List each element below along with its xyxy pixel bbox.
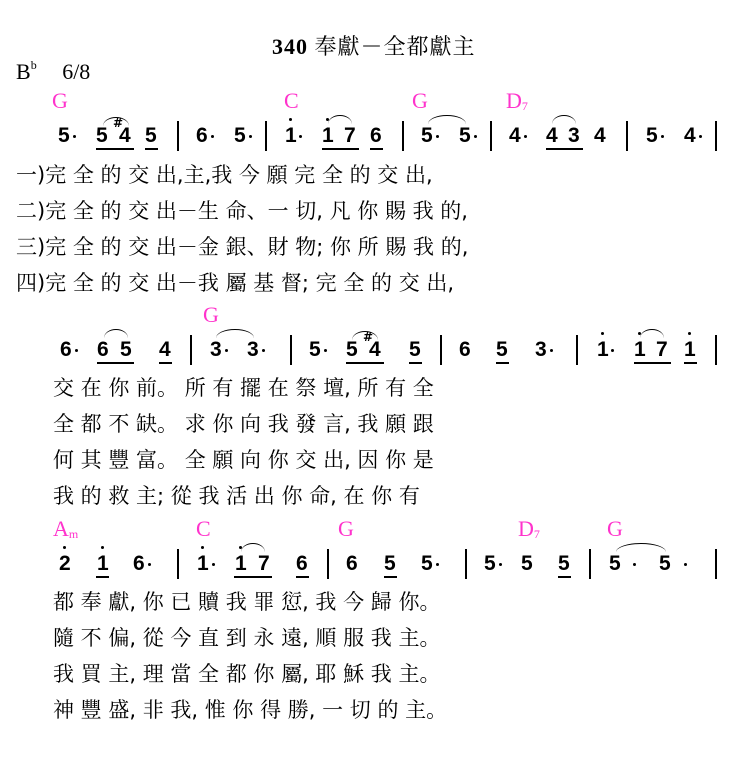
octave-dot <box>201 546 204 549</box>
note: 5 <box>421 124 433 147</box>
bar-line <box>715 549 717 579</box>
chord-symbol: $A_m$ <box>53 516 79 541</box>
bar-line <box>190 335 192 365</box>
duration-dot <box>611 349 614 352</box>
note: 2 <box>59 552 71 575</box>
note: 1 <box>597 338 609 361</box>
octave-dot <box>63 546 66 549</box>
slur <box>103 117 129 126</box>
lyric-line-verse-1: 都 奉 獻, 你 已 贖 我 罪 愆, 我 今 歸 你。 <box>53 590 441 614</box>
lyric-line-verse-3: 三)完 全 的 交 出－金 銀、財 物; 你 所 賜 我 的, <box>16 235 469 259</box>
chord-symbol: $D_7$ <box>518 516 540 541</box>
note: 5 <box>145 124 157 147</box>
beam-underline <box>322 148 359 150</box>
beam-underline <box>370 148 383 150</box>
bar-line <box>715 335 717 365</box>
note: 5 <box>521 552 533 575</box>
bar-line <box>589 549 591 579</box>
duration-dot <box>148 563 151 566</box>
octave-dot <box>289 118 292 121</box>
beam-underline <box>97 362 134 364</box>
note: 5 <box>421 552 433 575</box>
lyric-line-verse-3: 何 其 豐 富。 全 願 向 你 交 出, 因 你 是 <box>53 448 434 472</box>
note: 4 <box>546 124 558 147</box>
note: 1 <box>684 338 696 361</box>
key-accidental: b <box>30 58 37 72</box>
chord-symbol: G <box>203 302 219 327</box>
slur <box>241 543 265 552</box>
note: 4 <box>684 124 696 147</box>
chord-symbol: $D_7$ <box>506 88 528 113</box>
note: 1 <box>634 338 646 361</box>
lyric-line-verse-4: 神 豐 盛, 非 我, 惟 你 得 勝, 一 切 的 主。 <box>53 698 448 722</box>
duration-dot <box>633 563 636 566</box>
lyric-line-verse-2: 隨 不 偏, 從 今 直 到 永 遠, 順 服 我 主。 <box>53 626 441 650</box>
bar-line <box>177 549 179 579</box>
duration-dot <box>684 563 687 566</box>
beam-underline <box>346 362 384 364</box>
note: 4 <box>594 124 606 147</box>
duration-dot <box>73 135 76 138</box>
duration-dot <box>436 135 439 138</box>
lyric-line-verse-4: 我 的 救 主; 從 我 活 出 你 命, 在 你 有 <box>53 484 420 508</box>
beam-underline <box>684 362 697 364</box>
note: 6 <box>370 124 382 147</box>
tie <box>216 329 254 338</box>
lyric-line-verse-4: 四)完 全 的 交 出－我 屬 基 督; 完 全 的 交 出, <box>16 271 455 295</box>
note: 6 <box>97 338 109 361</box>
beam-underline <box>234 576 272 578</box>
tie <box>616 543 666 552</box>
note: 5 <box>484 552 496 575</box>
sharp-sign: # <box>113 116 124 130</box>
lyric-line-verse-1: 一)完 全 的 交 出,主,我 今 願 完 全 的 交 出, <box>16 163 433 187</box>
note: 6 <box>133 552 145 575</box>
beam-underline <box>496 362 509 364</box>
hymn-name: 奉獻－全都獻主 <box>314 35 476 60</box>
key-letter: B <box>16 59 31 84</box>
slur <box>352 331 378 340</box>
duration-dot <box>249 135 252 138</box>
beam-underline <box>546 148 583 150</box>
bar-line <box>626 121 628 151</box>
beam-underline <box>159 362 172 364</box>
note: 6 <box>60 338 72 361</box>
note: 5 <box>558 552 570 575</box>
bar-line <box>440 335 442 365</box>
lyric-line-verse-2: 全 都 不 缺。 求 你 向 我 發 言, 我 願 跟 <box>53 412 434 436</box>
duration-dot <box>212 563 215 566</box>
note: 6 <box>196 124 208 147</box>
note: 3 <box>568 124 580 147</box>
note: 3 <box>210 338 222 361</box>
note: 5 <box>659 552 671 575</box>
beam-underline <box>558 576 571 578</box>
note: 4 <box>369 338 381 361</box>
sharp-sign: # <box>363 330 374 344</box>
lyric-line-verse-3: 我 買 主, 理 當 全 都 你 屬, 耶 穌 我 主。 <box>53 662 441 686</box>
beam-underline <box>96 576 109 578</box>
key-signature <box>16 58 90 85</box>
note: 6 <box>346 552 358 575</box>
bar-line <box>715 121 717 151</box>
bar-line <box>327 549 329 579</box>
duration-dot <box>524 135 527 138</box>
note: 6 <box>459 338 471 361</box>
note: 5 <box>346 338 358 361</box>
bar-line <box>402 121 404 151</box>
note: 5 <box>459 124 471 147</box>
chord-symbol: C <box>196 516 211 541</box>
chord-symbol: G <box>607 516 623 541</box>
beam-underline <box>145 148 158 150</box>
tie <box>428 115 466 124</box>
hymn-title <box>272 30 476 61</box>
note: 6 <box>296 552 308 575</box>
slur <box>552 115 576 124</box>
duration-dot <box>211 135 214 138</box>
duration-dot <box>262 349 265 352</box>
duration-dot <box>499 563 502 566</box>
octave-dot <box>688 332 691 335</box>
beam-underline <box>96 148 134 150</box>
note: 7 <box>656 338 668 361</box>
bar-line <box>490 121 492 151</box>
slur <box>640 329 664 338</box>
beam-underline <box>634 362 671 364</box>
beam-underline <box>384 576 397 578</box>
beam-underline <box>296 576 309 578</box>
slur <box>104 329 128 338</box>
note: 5 <box>609 552 621 575</box>
hymn-number: 340 <box>272 34 308 59</box>
note: 5 <box>309 338 321 361</box>
note: 4 <box>509 124 521 147</box>
note: 1 <box>285 124 297 147</box>
octave-dot <box>601 332 604 335</box>
note: 5 <box>496 338 508 361</box>
note: 4 <box>159 338 171 361</box>
note: 1 <box>322 124 334 147</box>
lyric-line-verse-2: 二)完 全 的 交 出－生 命、一 切, 凡 你 賜 我 的, <box>16 199 468 223</box>
slur <box>328 115 352 124</box>
note: 4 <box>119 124 131 147</box>
note: 7 <box>258 552 270 575</box>
note: 5 <box>120 338 132 361</box>
note: 5 <box>409 338 421 361</box>
duration-dot <box>75 349 78 352</box>
note: 3 <box>535 338 547 361</box>
note: 5 <box>646 124 658 147</box>
chord-symbol: C <box>284 88 299 113</box>
lyric-line-verse-1: 交 在 你 前。 所 有 擺 在 祭 壇, 所 有 全 <box>53 376 434 400</box>
note: 1 <box>197 552 209 575</box>
duration-dot <box>699 135 702 138</box>
note: 1 <box>235 552 247 575</box>
note: 1 <box>97 552 109 575</box>
note: 5 <box>96 124 108 147</box>
bar-line <box>177 121 179 151</box>
note: 5 <box>58 124 70 147</box>
chord-symbol: G <box>52 88 68 113</box>
duration-dot <box>474 135 477 138</box>
beam-underline <box>409 362 422 364</box>
time-signature: 6/8 <box>62 59 91 84</box>
duration-dot <box>324 349 327 352</box>
octave-dot <box>101 546 104 549</box>
bar-line <box>576 335 578 365</box>
bar-line <box>290 335 292 365</box>
note: 3 <box>247 338 259 361</box>
bar-line <box>465 549 467 579</box>
duration-dot <box>661 135 664 138</box>
duration-dot <box>299 135 302 138</box>
note: 5 <box>234 124 246 147</box>
note: 7 <box>344 124 356 147</box>
duration-dot <box>550 349 553 352</box>
chord-symbol: G <box>412 88 428 113</box>
duration-dot <box>225 349 228 352</box>
bar-line <box>265 121 267 151</box>
duration-dot <box>436 563 439 566</box>
note: 5 <box>384 552 396 575</box>
chord-symbol: G <box>338 516 354 541</box>
